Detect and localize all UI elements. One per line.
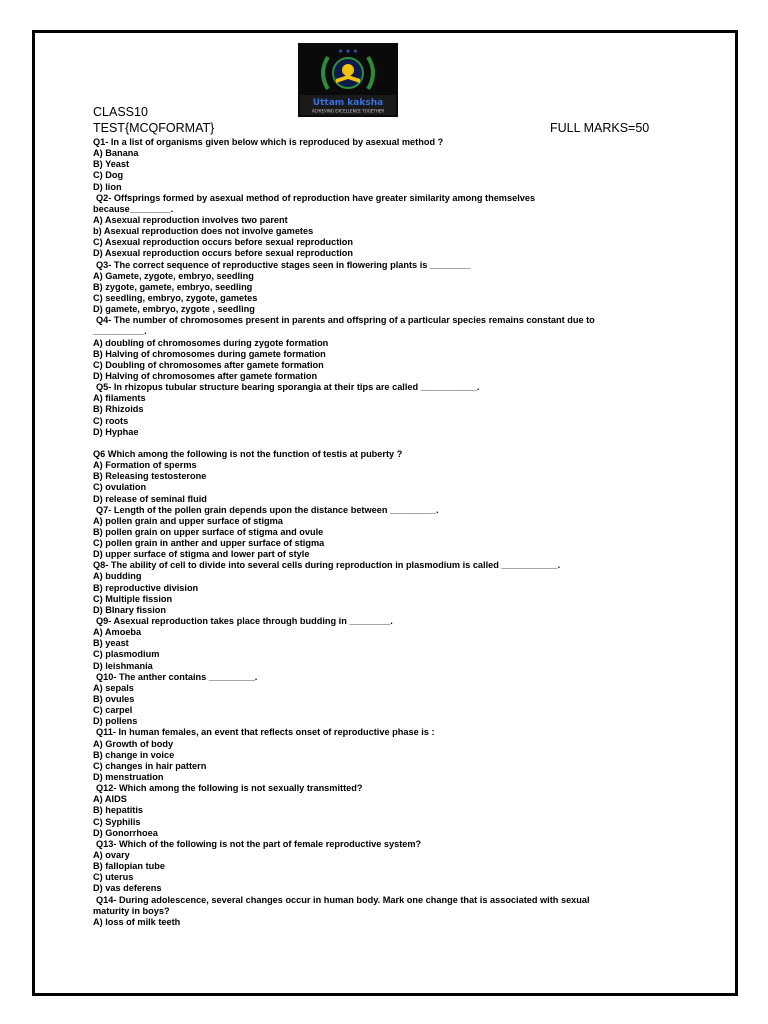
svg-text:★ ★ ★: ★ ★ ★ (338, 48, 358, 55)
question-text: Q1- In a list of organisms given below which is reproduced by asexual method ? (93, 137, 444, 147)
question-text: Q7- Length of the pollen grain depends upon the distance between _________. (96, 504, 439, 515)
answer-option: C) Multiple fission (93, 593, 173, 604)
answer-option: D) lion (93, 181, 122, 192)
question-text: Q2- Offsprings formed by asexual method of reproduction have greater similarity among themselves (96, 192, 536, 203)
answer-option: C) ovulation (93, 482, 147, 493)
school-logo (298, 43, 398, 117)
answer-option: C) Syphilis (93, 816, 141, 827)
question-text: Q3- The correct sequence of reproductive stages seen in flowering plants is ________ (96, 259, 471, 270)
laurel-book-emblem-icon (298, 43, 398, 117)
answer-option: C) changes in hair pattern (93, 760, 207, 771)
question-text: Q6 Which among the following is not the function of testis at puberty ? (93, 448, 403, 459)
answer-option: B) pollen grain on upper surface of stigma and ovule (93, 526, 324, 537)
answer-option: D) Asexual reproduction occurs before sexual reproduction (93, 248, 354, 259)
answer-option: B) zygote, gamete, embryo, seedling (93, 281, 253, 292)
answer-option: A) Amoeba (93, 627, 142, 638)
answer-option: B) reproductive division (93, 582, 199, 593)
question-text: Q13- Which of the following is not the part of female reproductive system? (96, 838, 422, 849)
answer-option: A) Gamete, zygote, embryo, seedling (93, 270, 254, 281)
answer-option: D) Halving of chromosomes after gamete formation (93, 370, 318, 381)
answer-option: C) carpel (93, 705, 133, 716)
answer-option: D) menstruation (93, 772, 164, 783)
answer-option: B) Halving of chromosomes during gamete formation (93, 348, 326, 359)
answer-option: A) Formation of sperms (93, 460, 197, 471)
answer-option: A) filaments (93, 393, 146, 404)
question-text: Q10- The anther contains _________. (96, 671, 258, 682)
answer-option: B) change in voice (93, 749, 175, 760)
question-text-continued: because________. (93, 203, 174, 214)
question-text: Q9- Asexual reproduction takes place through budding in ________. (96, 616, 393, 627)
answer-option: A) budding (93, 571, 142, 582)
logo-tagline: ACHIEVING EXCELLENCE TOGETHER (311, 108, 385, 114)
answer-option: A) AIDS (93, 794, 127, 805)
question-text-continued: maturity in boys? (93, 905, 170, 916)
answer-option: A) Asexual reproduction involves two parent (93, 214, 288, 225)
answer-option: D) vas deferens (93, 883, 162, 894)
answer-option: C) plasmodium (93, 649, 160, 660)
answer-option: C) Dog (93, 170, 124, 181)
answer-option: C) roots (93, 415, 129, 426)
answer-option: B) Yeast (93, 159, 130, 170)
question-text: Q12- Which among the following is not sexually transmitted? (96, 783, 363, 794)
answer-option: D) pollens (93, 716, 138, 727)
class-label: CLASS10 (93, 105, 148, 119)
answer-option: A) ovary (93, 850, 130, 860)
answer-option: D) gamete, embryo, zygote , seedling (93, 304, 255, 315)
question-text-continued: __________. (93, 326, 147, 337)
answer-option: A) Growth of body (93, 738, 174, 749)
answer-option: B) Releasing testosterone (93, 471, 207, 482)
question-list (93, 137, 665, 928)
question-text: Q14- During adolescence, several changes occur in human body. Mark one change that is associated with sexual (96, 894, 590, 905)
answer-option: D) BInary fission (93, 604, 167, 615)
answer-option: B) ovules (93, 694, 135, 705)
question-text: Q5- In rhizopus tubular structure bearing sporangia at their tips are called ___________. (96, 382, 480, 393)
answer-option: A) loss of milk teeth (93, 916, 181, 927)
answer-option: A) Banana (93, 148, 139, 159)
answer-option: C) seedling, embryo, zygote, gametes (93, 292, 258, 303)
answer-option: B) Rhizoids (93, 404, 144, 415)
spacer (93, 438, 665, 449)
answer-option: C) Doubling of chromosomes after gamete formation (93, 359, 324, 370)
answer-option: B) fallopian tube (93, 861, 165, 872)
question-text: Q8- The ability of cell to divide into several cells during reproduction in plasmodium is called ___________. (93, 560, 561, 571)
answer-option: A) sepals (93, 682, 134, 693)
question-text: Q11- In human females, an event that reflects onset of reproductive phase is : (96, 727, 435, 738)
test-format-label: TEST{MCQFORMAT} (93, 121, 215, 135)
answer-option: A) doubling of chromosomes during zygote formation (93, 337, 329, 348)
answer-option: D) Gonorrhoea (93, 827, 158, 838)
answer-option: D) Hyphae (93, 426, 139, 437)
answer-option: C) uterus (93, 872, 134, 883)
answer-option: B) yeast (93, 638, 129, 649)
answer-option: B) hepatitis (93, 805, 144, 816)
answer-option: D) upper surface of stigma and lower part of style (93, 549, 310, 560)
answer-option: b) Asexual reproduction does not involve gametes (93, 226, 314, 237)
logo-name: Uttam kaksha (312, 98, 384, 108)
answer-option: C) Asexual reproduction occurs before sexual reproduction (93, 237, 354, 248)
answer-option: D) release of seminal fluid (93, 493, 207, 504)
answer-option: A) pollen grain and upper surface of stigma (93, 515, 283, 526)
answer-option: C) pollen grain in anther and upper surface of stigma (93, 538, 325, 549)
full-marks-label: FULL MARKS=50 (550, 121, 650, 135)
answer-option: D) leishmania (93, 660, 153, 671)
question-text: Q4- The number of chromosomes present in parents and offspring of a particular species remains constant due to (96, 315, 595, 326)
